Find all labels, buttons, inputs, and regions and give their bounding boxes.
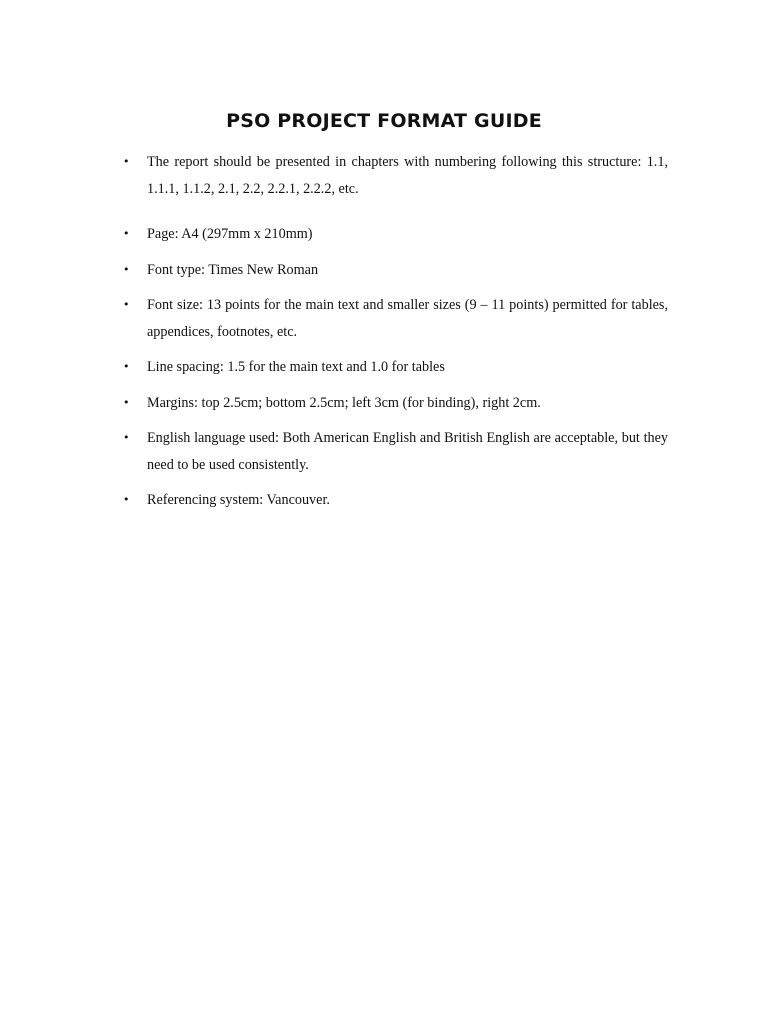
list-item <box>123 257 668 284</box>
list-item <box>123 292 668 345</box>
document-title: PSO PROJECT FORMAT GUIDE <box>226 110 542 132</box>
bullet-icon: • <box>123 395 130 409</box>
list-item-text: Font size: 13 points for the main text and smaller sizes (9 – 11 points) permitted for tables, appendices, footnotes, etc. <box>147 297 668 340</box>
list-item-text: Margins: top 2.5cm; bottom 2.5cm; left 3cm (for binding), right 2cm. <box>147 394 541 411</box>
bullet-icon: • <box>123 360 130 373</box>
bullet-icon: • <box>123 493 130 506</box>
bullet-icon: • <box>123 227 130 240</box>
list-item <box>123 487 668 514</box>
list-item-text: English language used: Both American English and British English are acceptable, but they need to be used consistently. <box>147 430 668 473</box>
list-item <box>123 221 668 248</box>
bullet-icon: • <box>123 431 130 444</box>
list-item-text: Referencing system: Vancouver. <box>147 492 330 508</box>
list-item <box>123 390 668 417</box>
bullet-icon: • <box>123 298 130 311</box>
format-guide-list <box>123 149 668 523</box>
list-item-text: Page: A4 (297mm x 210mm) <box>147 226 313 242</box>
list-item-text: The report should be presented in chapters with numbering following this structure: 1.1, 1.1.1, 1.1.2, 2.1, 2.2, 2.2.1, 2.2.2, etc. <box>147 154 668 197</box>
bullet-icon: • <box>123 262 130 276</box>
list-item <box>123 354 668 381</box>
bullet-icon: • <box>123 155 130 168</box>
list-item <box>123 425 668 478</box>
list-item-text: Font type: Times New Roman <box>147 261 319 278</box>
list-item-text: Line spacing: 1.5 for the main text and 1.0 for tables <box>147 359 445 375</box>
list-item <box>123 149 668 202</box>
